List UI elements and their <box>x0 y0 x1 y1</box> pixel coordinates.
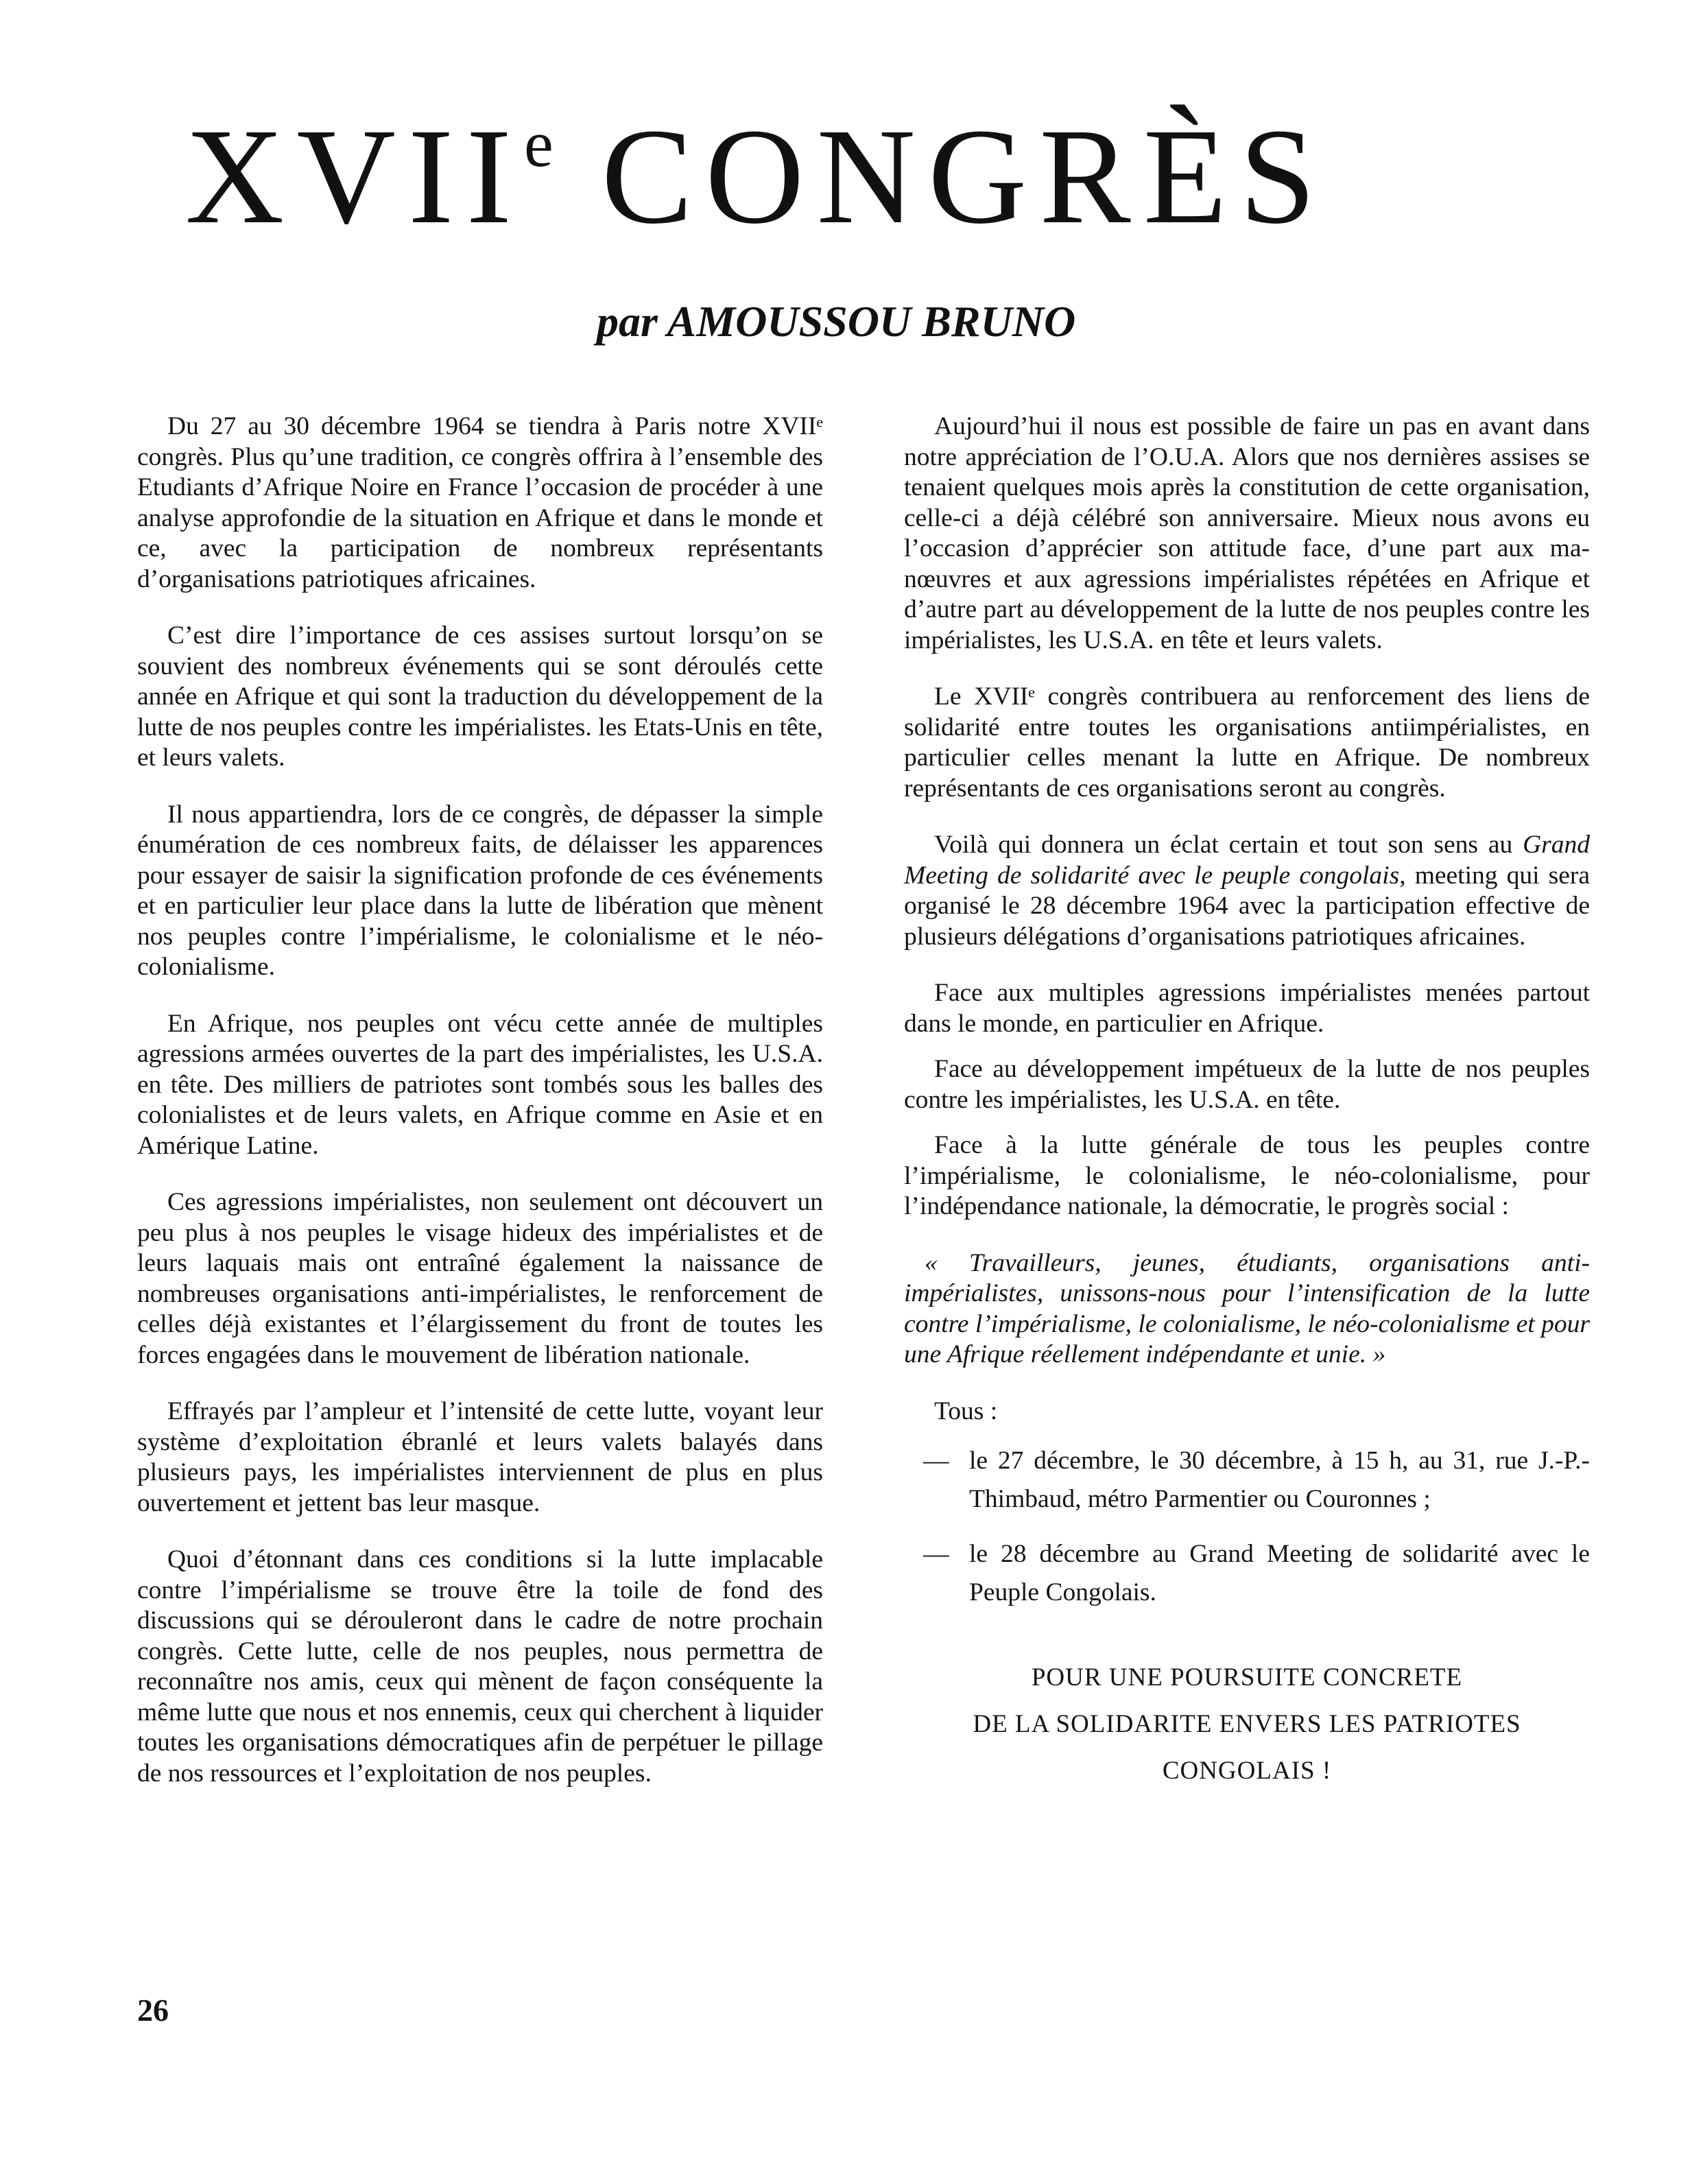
face-paragraph: Face au développement impétueux de la lutte de nos peuples contre les impérialistes, les U.S.A. en tête. <box>904 1055 1590 1114</box>
slogan-line: DE LA SOLIDARITE ENVERS LES PATRIOTES <box>973 1710 1521 1738</box>
paragraph: Ces agressions impérialistes, non seulement ont découvert un peu plus à nos peuples le visage hideux des impérialistes et de leurs laquais mais ont entraîné également la naissance de nombreuses organisations anti-impérialistes, le renforcement de celles déjà existantes et l’élargissement du front de toutes les forces engagées dans le mouvement de libération nationale. <box>137 1188 823 1369</box>
list-item: — le 27 décembre, le 30 décembre, à 15 h, au 31, rue J.-P.-Thimbaud, métro Parmentier ou Couronnes ; <box>904 1442 1590 1519</box>
title-word: CONGRÈS <box>601 101 1329 252</box>
meeting-text-before: Voilà qui donnera un éclat certain et tout son sens au <box>934 831 1523 859</box>
byline: par AMOUSSOU BRUNO <box>597 297 1076 346</box>
paragraph: Le XVIIᵉ congrès contribuera au renforcement des liens de solidarité entre toutes les organisations antiimpérialistes, en particulier celles menant la lutte en Afrique. De nombreux représentants de ces organisations seront au congrès. <box>904 682 1590 803</box>
title-roman-numeral: XVII <box>185 101 525 252</box>
tous-label: Tous : <box>934 1397 998 1425</box>
paragraph: Effrayés par l’ampleur et l’intensité de cette lutte, voyant leur système d’exploitation ébranlé et leurs valets balayés dans plusieurs pays, les impérialistes interviennent de plus en plus ouvertement et jettent bas leur masque. <box>137 1397 823 1517</box>
face-paragraph: Face à la lutte générale de tous les peuples contre l’impérialisme, le colonialisme, le néo-colonialisme, pour l’indépendance nationale, la démocratie, le progrès social : <box>904 1131 1590 1220</box>
paragraph: Du 27 au 30 décembre 1964 se tiendra à Paris notre XVIIᵉ congrès. Plus qu’une tradition, ce congrès offrira à l’ensemble des Etudiants d’Afrique Noire en France l’occasion de procéder à une analyse approfondie de la situation en Afrique et dans le monde et ce, avec la participation de nombreux représentants d’organisations patriotiques africaines. <box>137 412 823 593</box>
date-list <box>904 1442 1590 1612</box>
article-title <box>185 101 1557 252</box>
face-paragraph: Face aux multiples agressions impérialistes menées partout dans le monde, en particulier en Afrique. <box>904 979 1590 1038</box>
paragraph: C’est dire l’importance de ces assises surtout lorsqu’on se souvient des nombreux événements qui se sont déroulés cette année en Afrique et qui sont la traduction du développement de la lutte de nos peuples contre les impérialistes. les Etats-Unis en tête, et leurs valets. <box>137 621 823 772</box>
meeting-title: Grand Meeting de solidarité avec le peuple congolais <box>904 831 1590 890</box>
paragraph: Quoi d’étonnant dans ces conditions si la lutte implacable contre l’impérialisme se trouve être la toile de fond des discussions qui se dérouleront dans le cadre de notre prochain congrès. Cette lutte, celle de nos peuples, nous permettra de reconnaître nos amis, ceux qui mènent de façon conséquente la même lutte que nous et nos ennemis, ceux qui cherchent à liquider toutes les organisations démocratiques afin de perpétuer le pillage de nos ressources et l’exploitation de nos peuples. <box>137 1545 823 1788</box>
title-superscript: e <box>524 107 554 180</box>
right-column <box>904 412 1590 1794</box>
meeting-text-after: , meeting qui sera organisé le 28 décembre 1964 avec la participation effective de plusieurs délégations d’organisations patriotiques africaines. <box>904 861 1590 951</box>
slogan-line: POUR UNE POURSUITE CONCRETE <box>1031 1663 1463 1692</box>
slogan-line: CONGOLAIS ! <box>1162 1757 1332 1785</box>
left-column <box>137 412 823 1815</box>
paragraph: Aujourd’hui il nous est possible de faire un pas en avant dans notre appréciation de l’O.U.A. Alors que nos dernières assises se tenaient quelques mois après la constitution de cette organisation, celle-ci a déjà célébré son anniversaire. Mieux nous avons eu l’occasion d’apprécier son attitude face, d’une part aux manœuvres et aux agressions impérialistes répétées en Afrique et d’autre part au développement de la lutte de nos peuples contre les impérialistes, les U.S.A. en tête et leurs valets. <box>904 412 1590 654</box>
closing-slogan <box>904 1654 1590 1794</box>
paragraph: Il nous appartiendra, lors de ce congrès, de dépasser la simple énumération de ces nombreux faits, de délaisser les apparences pour essayer de saisir la signification profonde de ces événements et en particulier leur place dans la lutte de libération que mènent nos peuples contre l’impérialisme, le colonialisme et le néocolonialisme. <box>137 800 823 981</box>
page-number: 26 <box>137 1993 169 2028</box>
slogan-quote: « Travailleurs, jeunes, étudiants, organisations antiimpérialistes, unissons-nous pour l’intensification de la lutte contre l’impérialisme, le colonialisme, le néo-colonialisme et pour une Afrique réellement indépendante et unie. » <box>904 1248 1590 1368</box>
list-item: — le 28 décembre au Grand Meeting de solidarité avec le Peuple Congolais. <box>904 1535 1590 1612</box>
paragraph: En Afrique, nos peuples ont vécu cette année de multiples agressions armées ouvertes de la part des impérialistes, les U.S.A. en tête. Des milliers de patriotes sont tombés sous les balles des colonialistes et de leurs valets, en Afrique comme en Asie et en Amérique Latine. <box>137 1009 823 1160</box>
meeting-paragraph <box>904 830 1590 952</box>
